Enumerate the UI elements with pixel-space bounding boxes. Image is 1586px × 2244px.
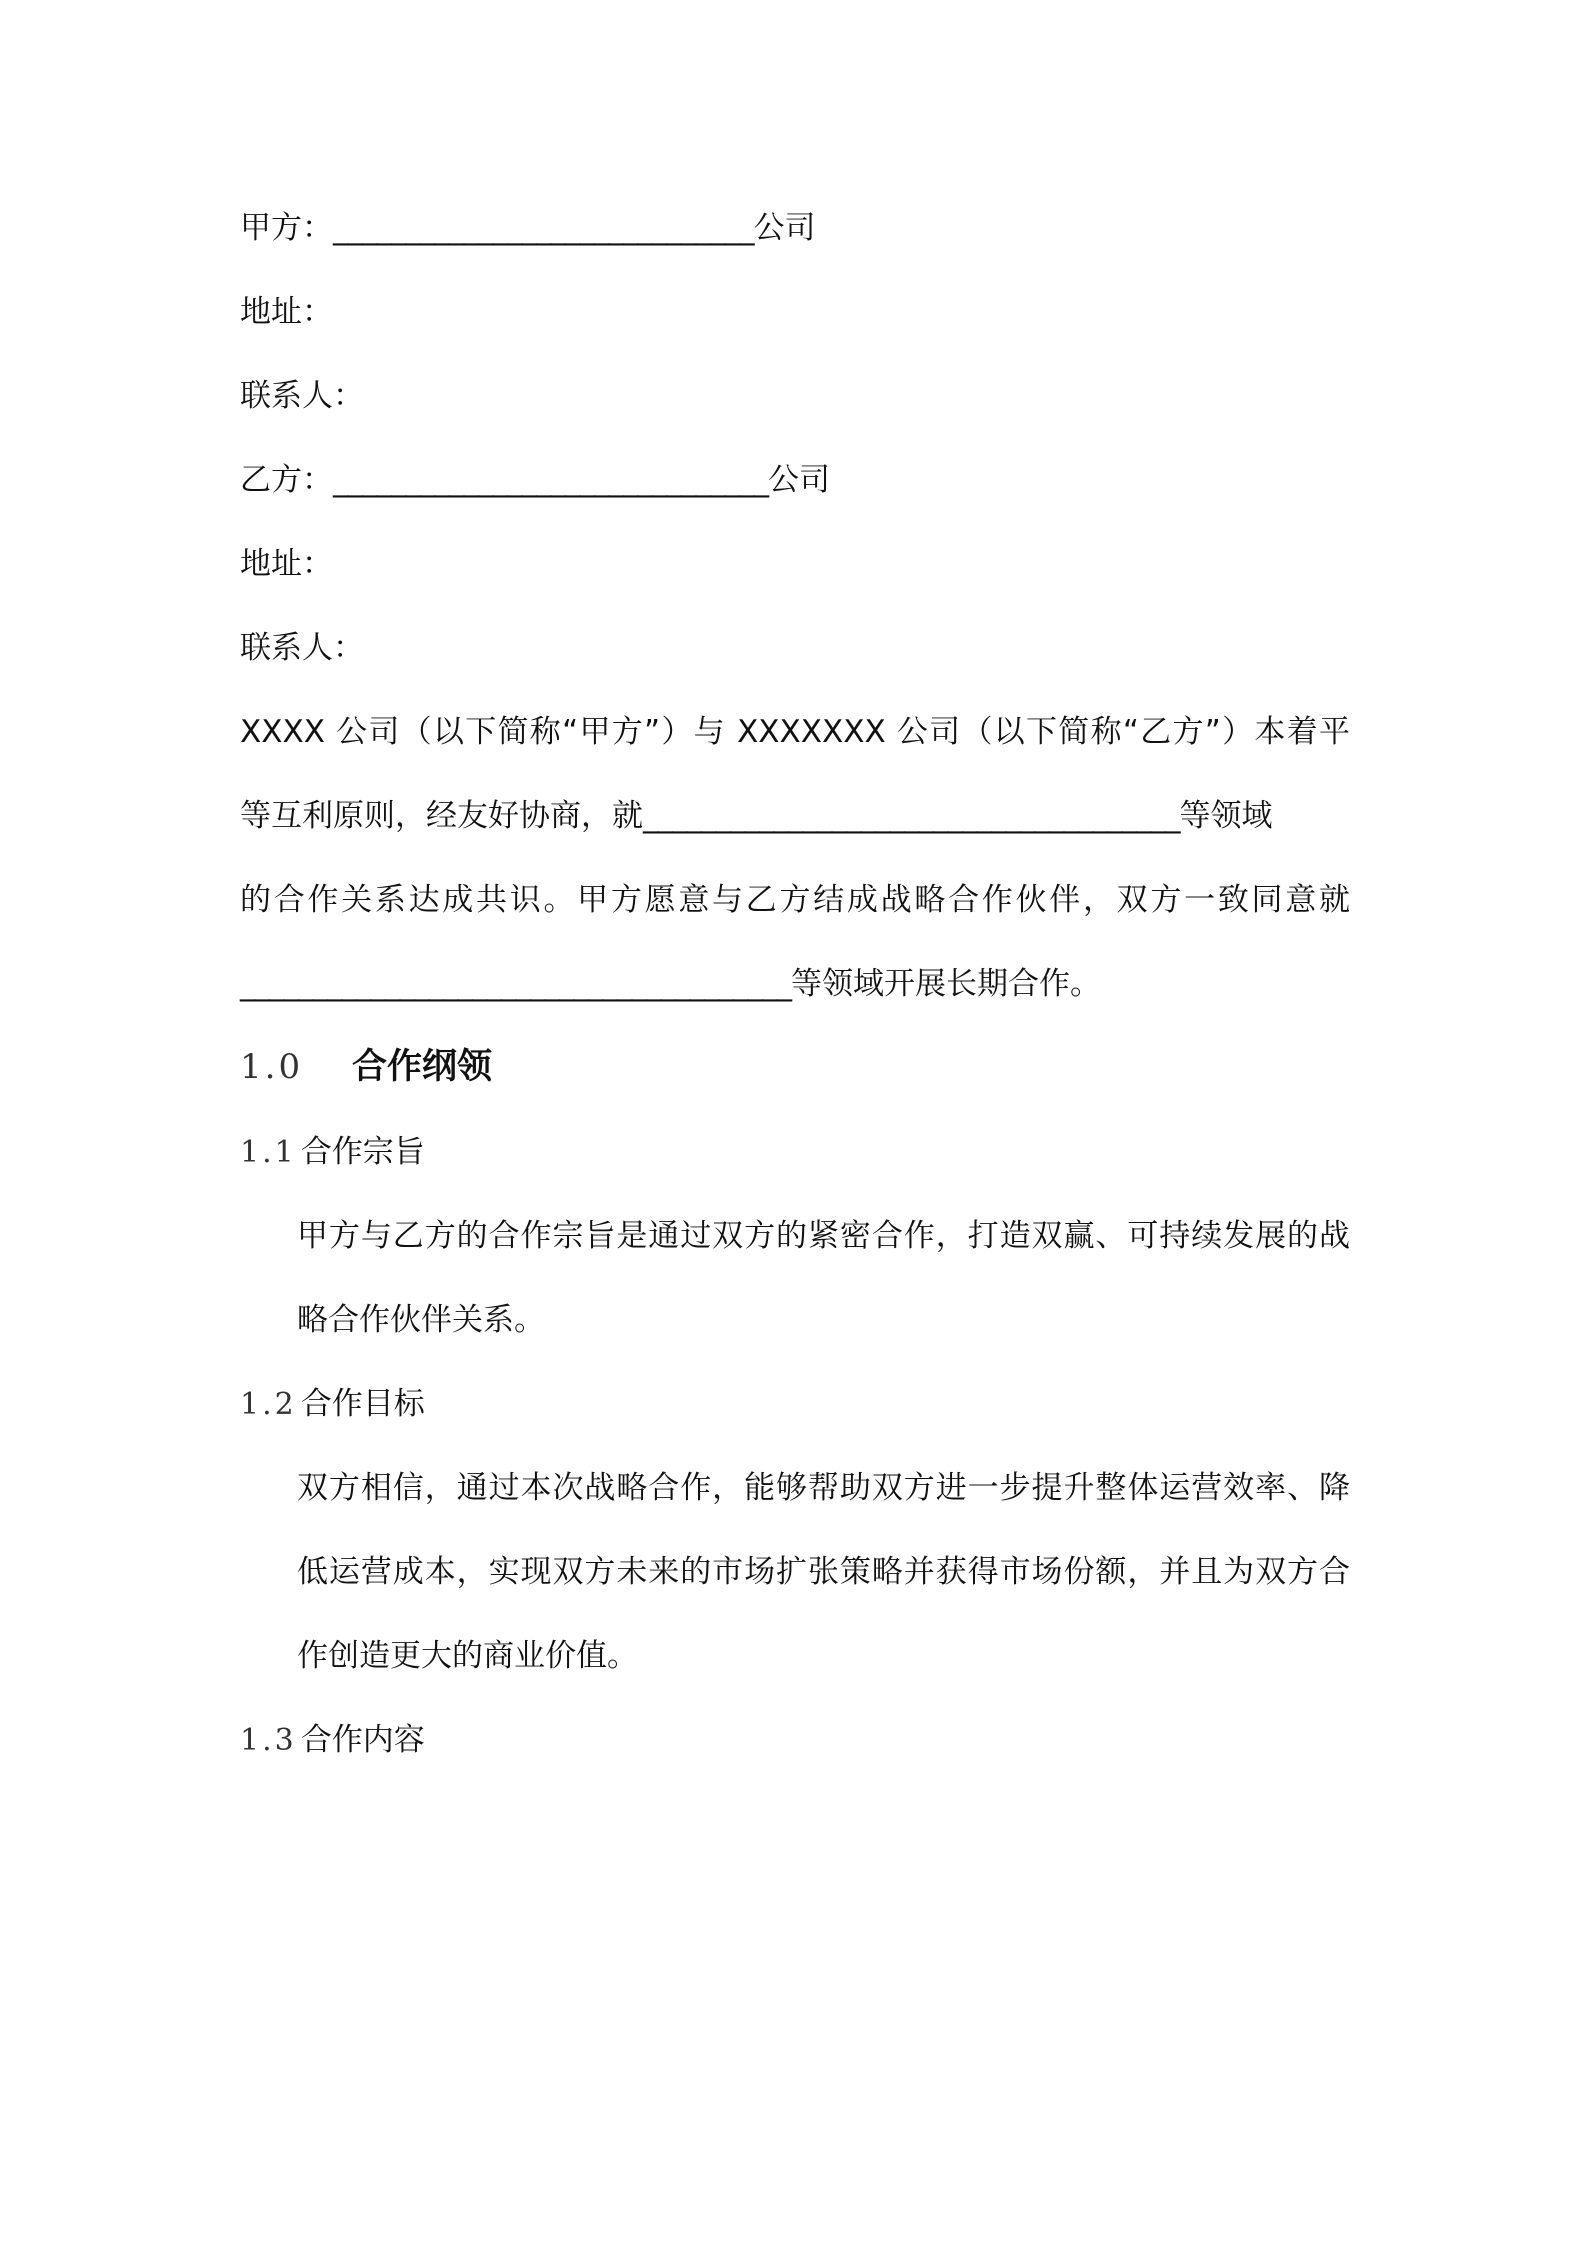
intro-line-2	[240, 794, 1273, 838]
cooperation-field-blank: ______________________________________	[240, 966, 791, 1002]
intro-line-4-suffix: 等领域开展长期合作。	[791, 966, 1101, 1002]
party-a-label: 甲方：	[240, 210, 333, 246]
section-1-2-title: 合作目标	[300, 1386, 425, 1422]
section-1-1-body-line-2: 略合作伙伴关系。	[297, 1302, 545, 1338]
section-1-1-body-line-1: 甲方与乙方的合作宗旨是通过双方的紧密合作，打造双赢、可持续发展的战	[297, 1218, 1350, 1254]
intro-line-2-suffix: 等领域	[1179, 798, 1273, 834]
party-a-name-blank: _____________________________	[333, 210, 754, 246]
section-1-1-title: 合作宗旨	[300, 1134, 425, 1170]
section-1-1-number: 1.1	[240, 1135, 297, 1170]
section-1-title: 合作纲领	[352, 1047, 493, 1087]
section-1-number: 1.0	[240, 1047, 304, 1087]
party-b-address: 地址：	[240, 546, 333, 582]
party-a-contact: 联系人：	[240, 378, 364, 414]
section-1-2-body-line-1: 双方相信，通过本次战略合作，能够帮助双方进一步提升整体运营效率、降	[297, 1470, 1350, 1506]
section-1-2-number: 1.2	[240, 1387, 297, 1422]
intro-line-3: 的合作关系达成共识。甲方愿意与乙方结成战略合作伙伴，双方一致同意就	[240, 882, 1350, 918]
party-b-contact: 联系人：	[240, 630, 364, 666]
section-1-2-body-line-2: 低运营成本，实现双方未来的市场扩张策略并获得市场份额，并且为双方合	[297, 1554, 1350, 1590]
intro-line-4	[240, 962, 1101, 1006]
section-1-heading	[240, 1045, 492, 1089]
section-1-3-number: 1.3	[240, 1723, 297, 1758]
intro-line-2-prefix: 等互利原则，经友好协商，就	[240, 798, 643, 834]
party-b-label: 乙方：	[240, 462, 333, 498]
party-a-address: 地址：	[240, 294, 333, 330]
party-b-name-blank: ______________________________	[333, 462, 768, 498]
section-1-1-heading	[240, 1130, 425, 1174]
section-1-2-body-line-3: 作创造更大的商业价值。	[297, 1638, 638, 1674]
intro-line-1: XXXX 公司（以下简称“甲方”）与 XXXXXXX 公司（以下简称“乙方”）本着平	[240, 714, 1350, 750]
party-b-line	[240, 458, 830, 502]
section-1-3-heading	[240, 1718, 425, 1762]
party-b-suffix: 公司	[768, 462, 830, 498]
section-1-3-title: 合作内容	[300, 1722, 425, 1758]
intro-field-blank: _____________________________________	[643, 798, 1180, 834]
party-a-suffix: 公司	[753, 210, 816, 246]
party-a-line	[240, 206, 816, 250]
section-1-2-heading	[240, 1382, 425, 1426]
